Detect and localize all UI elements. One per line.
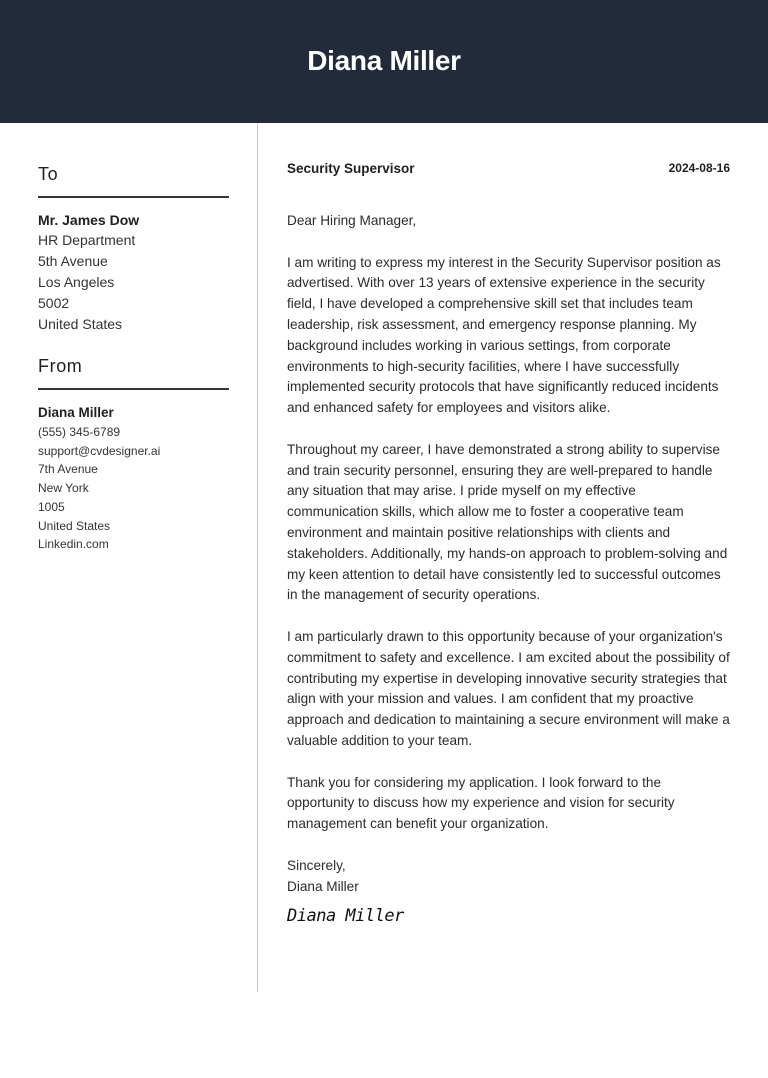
recipient-department: HR Department xyxy=(38,232,136,248)
closing-name: Diana Miller xyxy=(287,878,359,894)
sender-postal-code: 1005 xyxy=(38,499,65,514)
recipient-postal-code: 5002 xyxy=(38,295,70,311)
closing: Sincerely, xyxy=(287,857,346,873)
to-section-title: To xyxy=(38,164,59,184)
to-section-rule xyxy=(38,196,229,198)
sender-street: 7th Avenue xyxy=(38,462,98,477)
from-section-rule xyxy=(38,388,229,390)
sender-phone[interactable]: (555) 345-6789 xyxy=(38,425,121,439)
recipient-country: United States xyxy=(38,316,123,332)
sender-city: New York xyxy=(38,481,89,496)
sender-country: United States xyxy=(38,518,111,533)
recipient-street: 5th Avenue xyxy=(38,253,108,269)
recipient-block xyxy=(38,210,229,335)
page-header xyxy=(0,0,768,123)
header-name: Diana Miller xyxy=(307,44,461,76)
letter-topline xyxy=(287,161,730,181)
letter-paragraph: Throughout my career, I have demonstrated a strong ability to supervise and train security personnel, ensuring they are well-prepared to handle any situation that may arise. I pride myself on my effective communication skills, which allow me to foster a cooperative team environment and maintain positive relationships with clients and stakeholders. Additionally, my hands-on approach to problem-solving and my keen attention to detail have consistently led to successful outcomes in the management of security operations. xyxy=(287,441,728,603)
signature: Diana Miller xyxy=(287,906,404,927)
column-divider xyxy=(257,123,258,992)
salutation: Dear Hiring Manager, xyxy=(287,213,417,228)
sender-name: Diana Miller xyxy=(38,405,114,420)
recipient-name: Mr. James Dow xyxy=(38,212,140,228)
recipient-city: Los Angeles xyxy=(38,274,115,290)
letter-paragraph: I am particularly drawn to this opportunity because of your organization's commitment to safety and excellence. I am excited about the possibility of contributing my expertise in developing innovative security strategies that align with your mission and values. I am confident that my proactive approach and dedication to maintaining a secure environment will make a valuable addition to your team. xyxy=(287,628,730,748)
sender-linkedin[interactable]: Linkedin.com xyxy=(38,537,109,552)
letter-date: 2024-08-16 xyxy=(668,161,730,175)
job-title: Security Supervisor xyxy=(287,161,415,176)
letter-paragraph: Thank you for considering my application. I look forward to the opportunity to discuss how my experience and vision for security management can benefit your organization. xyxy=(287,774,675,832)
from-section-title: From xyxy=(38,356,83,376)
letter-paragraph: I am writing to express my interest in the Security Supervisor position as advertised. With over 13 years of extensive experience in the security field, I have developed a comprehensive skill set that includes team leadership, risk assessment, and emergency response planning. My background includes working in various settings, from corporate environments to high-security facilities, where I have successfully implemented security protocols that have significantly reduced incidents and enhanced safety for employees and visitors alike. xyxy=(287,254,721,416)
letter-body xyxy=(287,211,730,927)
sender-block xyxy=(38,403,229,554)
sender-email[interactable]: support@cvdesigner.ai xyxy=(38,443,161,458)
